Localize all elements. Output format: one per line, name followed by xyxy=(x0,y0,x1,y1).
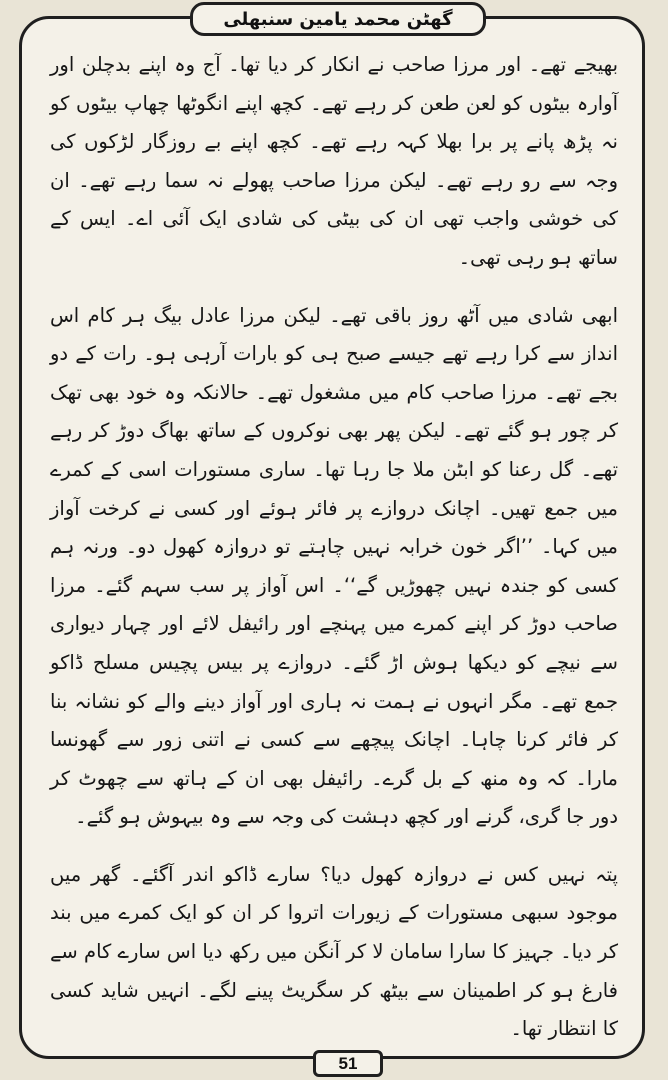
header-title: گھٹن محمد یامین سنبھلی xyxy=(223,8,453,30)
running-header xyxy=(190,2,486,36)
page-number: 51 xyxy=(338,1053,358,1073)
paragraph-1: بھیجے تھے۔ اور مرزا صاحب نے انکار کر دیا تھا۔ آج وہ اپنے بدچلن اور آوارہ بیٹوں کو لعن طعن کر رہے تھے۔ کچھ اپنے انگوٹھا چھاپ بیٹوں کو نہ پڑھ پانے پر برا بھلا کہہ رہے تھے۔ کچھ اپنے بے روزگار لڑکوں کی وجہ سے رو رہے تھے۔ لیکن مرزا صاحب پھولے نہ سما رہے تھے۔ ان کی خوشی واجب تھی ان کی بیٹی کی شادی ایک آئی اے۔ ایس کے ساتھ ہو رہی تھی۔ xyxy=(50,53,618,269)
paragraph-2: ابھی شادی میں آٹھ روز باقی تھے۔ لیکن مرزا عادل بیگ ہر کام اس انداز سے کرا رہے تھے جیسے صبح ہی کو بارات آرہی ہو۔ رات کے دو بجے تھے۔ مرزا صاحب کام میں مشغول تھے۔ حالانکہ وہ خود بھی تھک کر چور ہو گئے تھے۔ لیکن پھر بھی نوکروں کے ساتھ بھاگ دوڑ کر رہے تھے۔ گل رعنا کو ابٹن ملا جا رہا تھا۔ ساری مستورات اسی کے کمرے میں جمع تھیں۔ اچانک دروازے پر فائر ہوئے اور کسی نے کرخت آواز میں کہا۔ ’’اگر خون خرابہ نہیں چاہتے تو دروازہ کھول دو۔ ورنہ ہم کسی کو جندہ نہیں چھوڑیں گے‘‘۔ اس آواز پر سب سہم گئے۔ مرزا صاحب دوڑ کر اپنے کمرے میں پہنچے اور رائیفل لائے اور چہار دیواری سے نیچے کو دیکھا ہوش اڑ گئے۔ دروازے پر بیس پچیس مسلح ڈاکو جمع تھے۔ مگر انہوں نے ہمت نہ ہاری اور آواز دینے والے کو نشانہ بنا کر فائر کرنا چاہا۔ اچانک پیچھے سے کسی نے اتنی زور سے گھونسا مارا۔ کہ وہ منھ کے بل گرے۔ رائیفل بھی ان کے ہاتھ سے چھوٹ کر دور جا گری، گرنے اور کچھ دہشت کی وجہ سے وہ بیہوش ہو گئے۔ xyxy=(50,303,618,829)
paragraph-3: پتہ نہیں کس نے دروازہ کھول دیا؟ سارے ڈاکو اندر آگئے۔ گھر میں موجود سبھی مستورات کے زیورات اتروا کر ان کو ایک کمرے میں بند کر دیا۔ جہیز کا سارا سامان لا کر آنگن میں رکھ دیا اس سارے کام سے فارغ ہو کر اطمینان سے بیٹھ کر سگریٹ پینے لگے۔ انہیں شاید کسی کا انتظار تھا۔ xyxy=(50,862,618,1041)
story-text xyxy=(50,46,618,1049)
page-number-box xyxy=(313,1050,383,1077)
